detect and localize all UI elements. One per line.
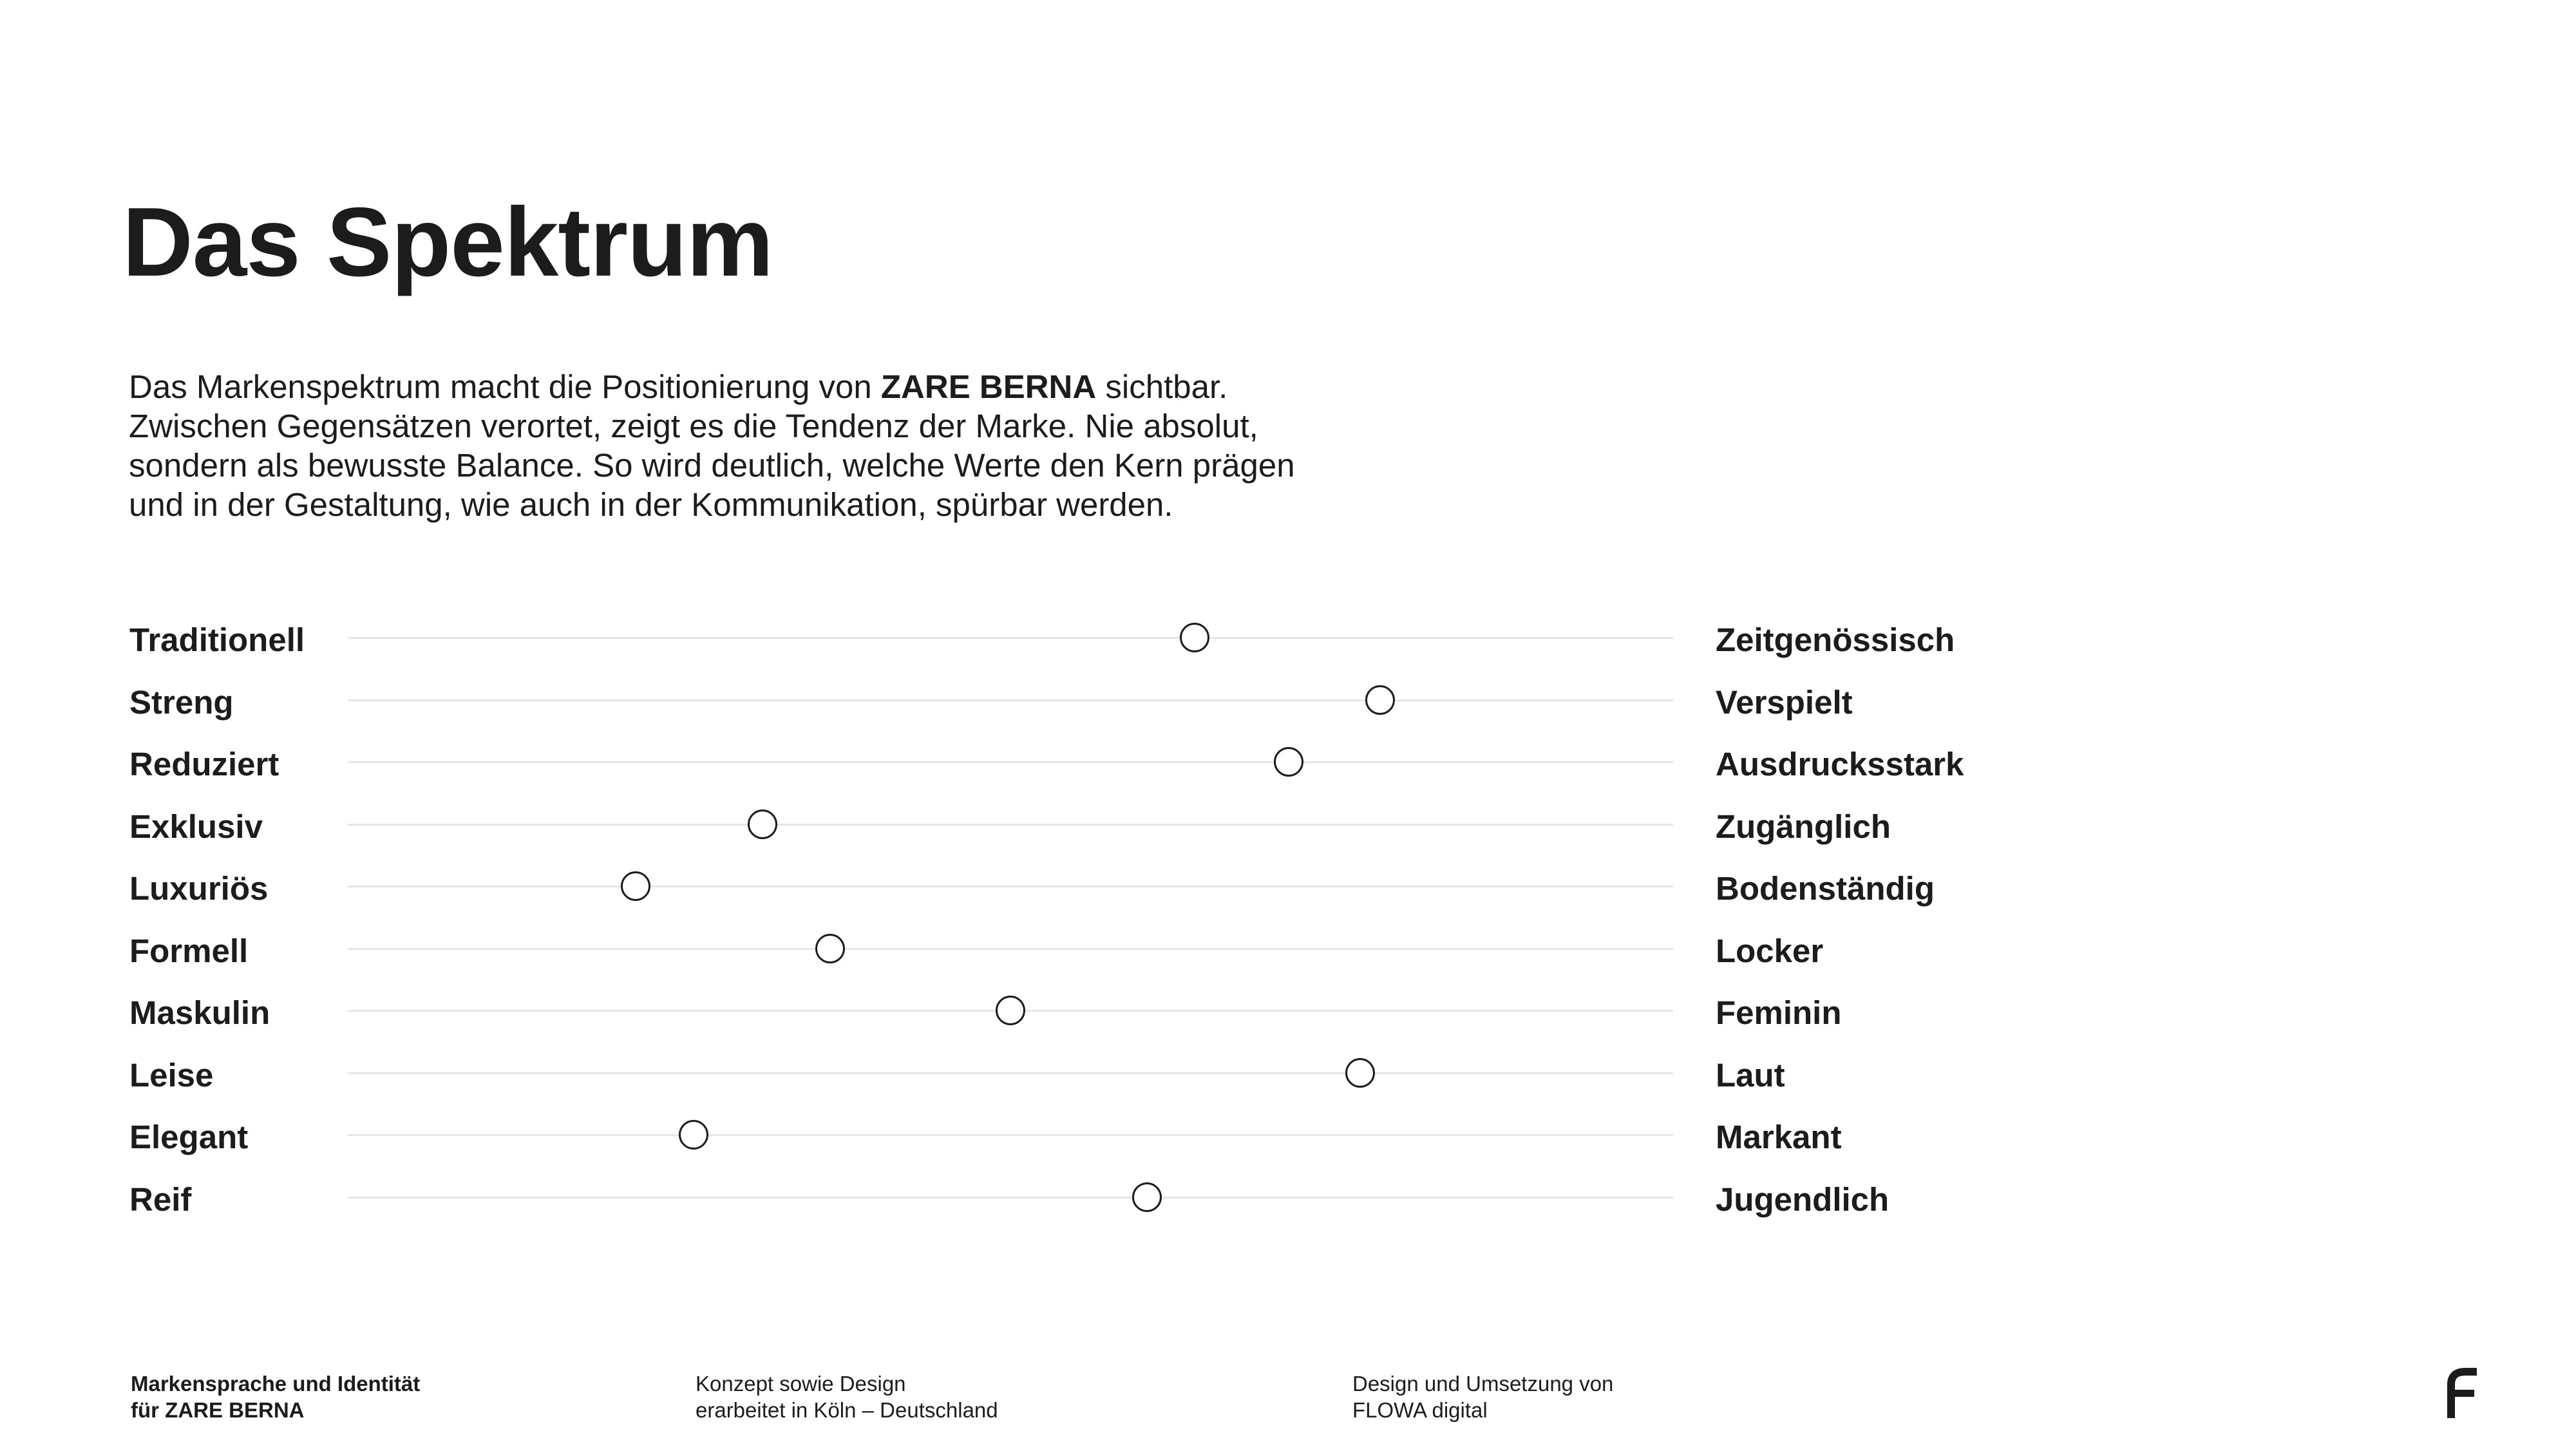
spectrum-track xyxy=(348,1072,1673,1074)
spectrum-track xyxy=(348,886,1673,887)
spectrum-track xyxy=(348,699,1673,701)
intro-line-3: sondern als bewusste Balance. So wird deutlich, welche Werte den Kern prägen xyxy=(129,447,1295,484)
spectrum-right-term: Locker xyxy=(1716,932,1824,969)
spectrum-position-marker xyxy=(996,996,1025,1025)
spectrum-position-marker xyxy=(1180,623,1209,652)
spectrum-left-term: Leise xyxy=(129,1056,214,1094)
spectrum-right-term: Laut xyxy=(1716,1056,1785,1094)
spectrum-left-term: Reduziert xyxy=(129,746,279,782)
spectrum-position-marker xyxy=(1365,685,1395,715)
footer-concept-line-1: Konzept sowie Design xyxy=(696,1372,906,1396)
spectrum-left-term: Traditionell xyxy=(129,621,305,658)
spectrum-right-term: Bodenständig xyxy=(1716,870,1935,907)
spectrum-left-term: Formell xyxy=(129,932,249,969)
spectrum-left-term: Reif xyxy=(129,1180,192,1218)
spectrum-left-term: Maskulin xyxy=(129,994,270,1031)
spectrum-position-marker xyxy=(815,934,845,963)
intro-text-before-brand: Das Markenspektrum macht die Positionierung von xyxy=(129,368,881,405)
spectrum-track xyxy=(348,1134,1673,1136)
flowa-logo-icon xyxy=(2445,1368,2479,1418)
footer-concept xyxy=(696,1370,998,1423)
intro-line-4: und in der Gestaltung, wie auch in der Kommunikation, spürbar werden. xyxy=(129,486,1173,523)
spectrum-left-term: Exklusiv xyxy=(129,808,263,845)
footer-concept-line-2: erarbeitet in Köln – Deutschland xyxy=(696,1398,998,1422)
spectrum-position-marker xyxy=(621,871,650,901)
page-title: Das Spektrum xyxy=(122,187,773,297)
spectrum-left-term: Luxuriös xyxy=(129,870,269,907)
intro-text-after-brand: sichtbar. xyxy=(1096,368,1228,405)
spectrum-position-marker xyxy=(748,810,777,839)
spectrum-right-term: Zeitgenössisch xyxy=(1716,621,1955,658)
spectrum-right-term: Verspielt xyxy=(1716,683,1853,721)
spectrum-position-marker xyxy=(1345,1058,1375,1088)
spectrum-position-marker xyxy=(1132,1182,1162,1212)
footer-project-line-2: für ZARE BERNA xyxy=(131,1398,305,1422)
footer-credits-line-2: FLOWA digital xyxy=(1352,1398,1488,1422)
spectrum-track xyxy=(348,637,1673,639)
spectrum-left-term: Elegant xyxy=(129,1119,249,1155)
brand-name: ZARE BERNA xyxy=(880,368,1097,405)
spectrum-track xyxy=(348,1197,1673,1198)
spectrum-position-marker xyxy=(1274,747,1303,777)
spectrum-track xyxy=(348,761,1673,763)
spectrum-right-term: Jugendlich xyxy=(1716,1180,1889,1218)
spectrum-right-term: Markant xyxy=(1716,1119,1842,1155)
spectrum-right-term: Zugänglich xyxy=(1716,808,1891,845)
footer-credits-line-1: Design und Umsetzung von xyxy=(1352,1372,1614,1396)
footer-project-line-1: Markensprache und Identität xyxy=(131,1372,421,1396)
spectrum-track xyxy=(348,824,1673,826)
footer-project xyxy=(131,1370,420,1423)
spectrum-track xyxy=(348,948,1673,950)
intro-line-2: Zwischen Gegensätzen verortet, zeigt es die Tendenz der Marke. Nie absolut, xyxy=(129,408,1258,444)
spectrum-left-term: Streng xyxy=(129,683,234,721)
spectrum-position-marker xyxy=(679,1120,708,1150)
spectrum-right-term: Ausdrucksstark xyxy=(1716,746,1964,782)
spectrum-right-term: Feminin xyxy=(1716,994,1842,1031)
footer-credits xyxy=(1352,1370,1613,1423)
